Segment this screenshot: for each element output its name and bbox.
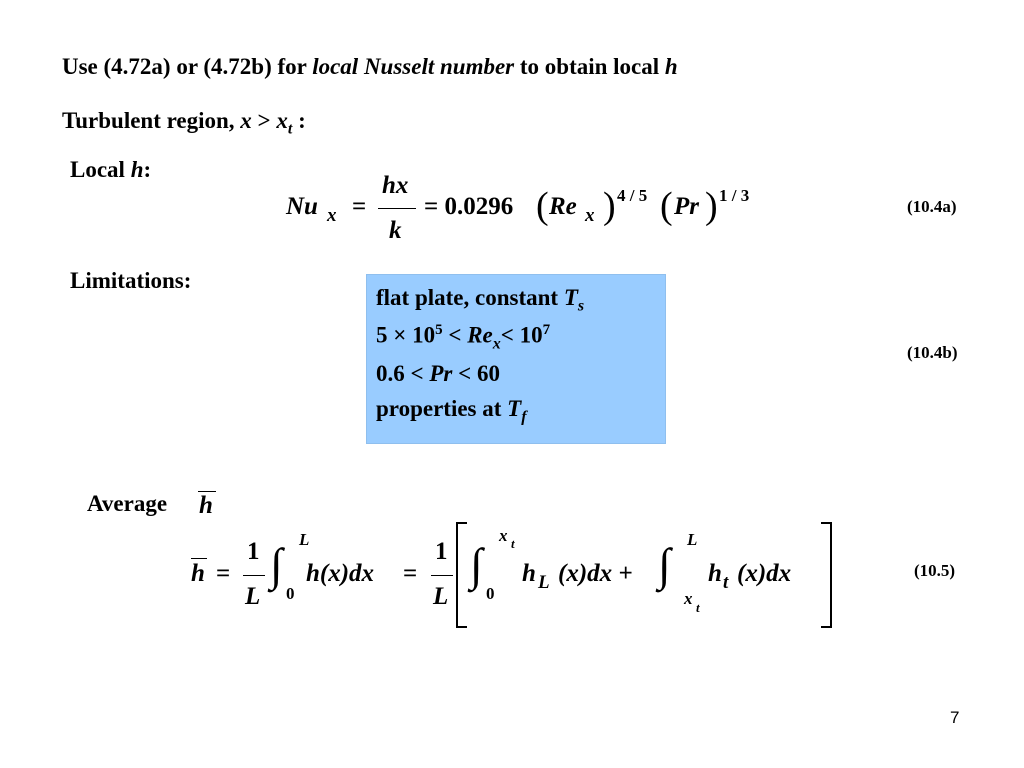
limitation-pr-lower: 0.6 < xyxy=(376,361,430,386)
eq2-int3-upper: L xyxy=(687,530,698,549)
limitation-re-lower-exp: 5 xyxy=(435,322,443,338)
limitation-properties-text: properties at xyxy=(376,396,508,421)
eq2-L-1: L xyxy=(245,583,261,610)
limitation-re-upper: < 10 xyxy=(500,322,543,348)
local-h-label xyxy=(70,157,151,183)
eq1-numerator: hx xyxy=(382,172,409,199)
eq1-exp1: 4 / 5 xyxy=(617,186,648,205)
limitation-tf-f: f xyxy=(521,408,527,426)
eq2-frac-bar-1 xyxy=(243,575,265,576)
eq2-integrand-1: h(x)dx xyxy=(306,560,375,587)
eq2-integral-2: ∫ xyxy=(470,539,483,590)
eq2-hL-sub: L xyxy=(538,572,550,593)
turbulent-colon: : xyxy=(292,108,306,133)
eq1-pr: Pr xyxy=(674,193,699,220)
limitation-ts-t: T xyxy=(563,285,578,310)
eq1-left-paren-1: ( xyxy=(536,185,549,227)
limitations-title: Limitations: xyxy=(70,268,192,293)
eq2-hL: h xyxy=(522,560,536,587)
intro-italic: local Nusselt number xyxy=(312,54,515,79)
eq2-int1-upper: L xyxy=(299,530,310,549)
eq1-nu-sub: x xyxy=(327,205,337,226)
page-number: 7 xyxy=(950,708,960,727)
limitations-label: (10.4b) xyxy=(907,343,958,362)
limitation-re-lower: 5 × 10 xyxy=(376,322,436,348)
eq1-re-sub: x xyxy=(585,205,595,226)
eq2-one-1: 1 xyxy=(247,538,260,565)
eq1-fraction-bar xyxy=(378,208,416,209)
eq2-one-2: 1 xyxy=(435,538,448,565)
eq2-frac-bar-2 xyxy=(431,575,453,576)
eq1-right-paren-2: ) xyxy=(705,185,718,227)
eq1-denominator: k xyxy=(389,217,402,244)
limitation-prandtl xyxy=(376,361,500,387)
limitation-flat-plate xyxy=(376,285,584,316)
turbulent-label: Turbulent region, xyxy=(62,108,241,133)
eq2-equals-1: = xyxy=(216,560,231,587)
eq2-ht: h xyxy=(708,560,722,587)
eq1-left-paren-2: ( xyxy=(660,185,673,227)
eq2-int1-lower: 0 xyxy=(286,584,295,603)
turbulent-region-line xyxy=(62,108,306,139)
eq2-int2-upper: x xyxy=(499,526,508,545)
limitation-flat-plate-text: flat plate, constant xyxy=(376,285,564,310)
eq2-hbar: h xyxy=(191,560,205,587)
eq2-int3-lower-sub: t xyxy=(696,600,700,615)
eq2-integral-3: ∫ xyxy=(658,539,671,590)
turbulent-xt: x xyxy=(276,108,288,133)
limitation-pr-upper: < 60 xyxy=(452,361,500,386)
limitation-reynolds xyxy=(376,322,550,353)
limitation-ts-s: s xyxy=(577,297,585,315)
eq2-label: (10.5) xyxy=(914,561,956,580)
eq2-L-2: L xyxy=(433,583,449,610)
eq2-right-bracket xyxy=(821,522,832,628)
average-hbar: h xyxy=(199,492,213,519)
local-h-text: Local xyxy=(70,157,131,182)
eq2-equals-2: = xyxy=(403,560,418,587)
eq2-left-bracket xyxy=(456,522,467,628)
eq1-constant: = 0.0296 xyxy=(424,193,514,220)
limitation-re-lt: < xyxy=(442,322,468,348)
local-h-colon: : xyxy=(143,157,152,182)
turbulent-gt: > xyxy=(251,108,277,133)
turbulent-x: x xyxy=(240,108,252,133)
limitation-properties xyxy=(376,396,527,427)
eq2-integrand-3: (x)dx xyxy=(737,560,792,587)
turbulent-t: t xyxy=(287,120,293,138)
eq1-right-paren-1: ) xyxy=(603,185,616,227)
limitation-re-symbol: Re xyxy=(467,322,493,348)
eq1-re: Re xyxy=(549,193,577,220)
intro-line xyxy=(62,54,678,80)
eq2-int2-upper-sub: t xyxy=(511,536,515,551)
eq2-int3-lower: x xyxy=(684,589,693,608)
intro-var: h xyxy=(664,54,678,79)
eq1-nu: Nu xyxy=(286,193,318,220)
eq2-integral-1: ∫ xyxy=(270,539,283,590)
intro-suffix: to obtain local xyxy=(514,54,665,79)
eq2-ht-sub: t xyxy=(723,572,729,593)
limitation-re-sub: x xyxy=(492,335,501,353)
local-h-var: h xyxy=(130,157,144,182)
eq2-int2-lower: 0 xyxy=(486,584,495,603)
eq1-equals-a: = xyxy=(352,193,367,220)
limitation-tf-t: T xyxy=(507,396,522,421)
eq1-label: (10.4a) xyxy=(907,197,957,216)
limitations-box xyxy=(366,274,666,444)
limitation-re-upper-exp: 7 xyxy=(542,322,551,338)
intro-prefix: Use (4.72a) or (4.72b) for xyxy=(62,54,313,79)
average-label: Average xyxy=(87,491,168,516)
limitation-pr-symbol: Pr xyxy=(429,361,453,386)
eq1-exp2: 1 / 3 xyxy=(719,186,750,205)
eq2-integrand-2: (x)dx + xyxy=(558,560,633,587)
